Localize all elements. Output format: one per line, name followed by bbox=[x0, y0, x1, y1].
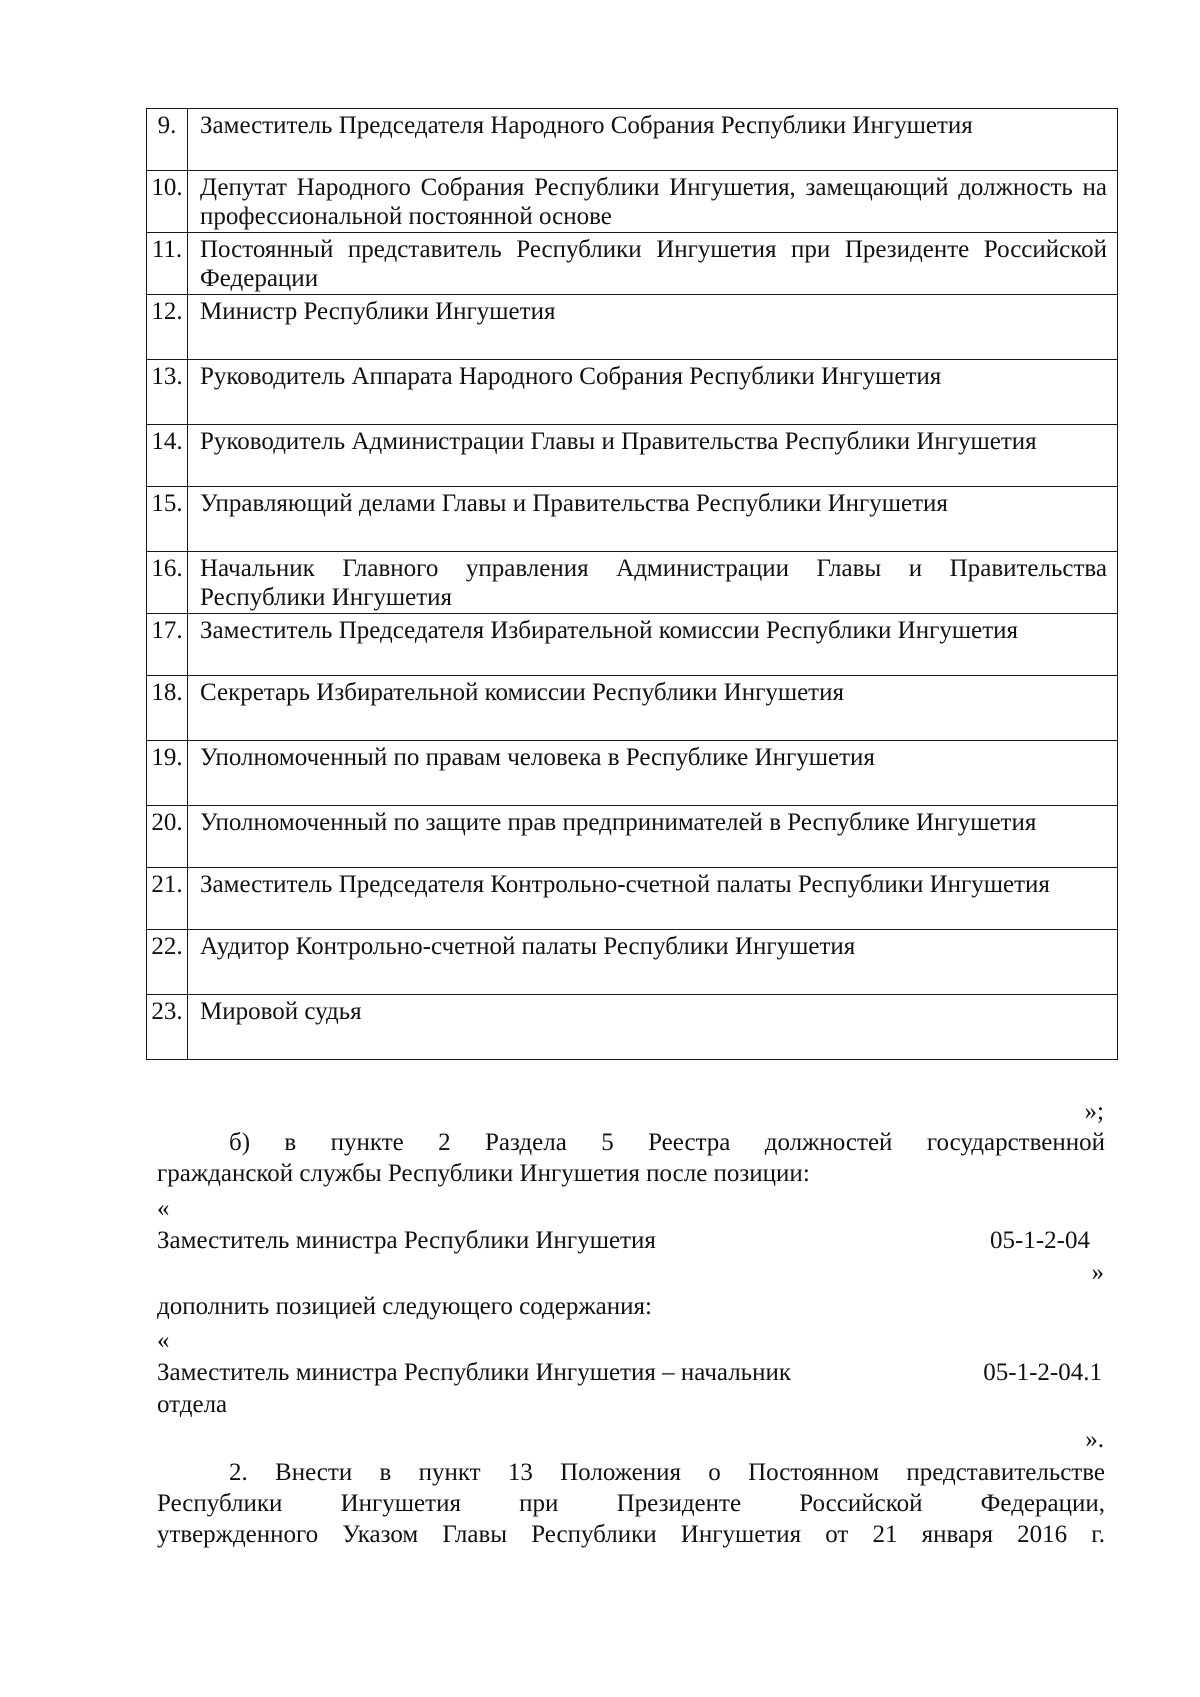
position-name: Секретарь Избирательной комиссии Республики Ингушетия bbox=[188, 676, 1118, 741]
row-number: 17. bbox=[147, 614, 188, 676]
table-row bbox=[147, 295, 1118, 360]
position-title: отдела bbox=[157, 1391, 228, 1418]
table-row bbox=[147, 109, 1118, 171]
row-number: 9. bbox=[147, 109, 188, 171]
position-title: Заместитель министра Республики Ингушетия – начальник bbox=[157, 1359, 791, 1386]
paragraph-b-line: гражданской службы Республики Ингушетия после позиции: bbox=[157, 1160, 810, 1187]
position-name: Заместитель Председателя Избирательной комиссии Республики Ингушетия bbox=[188, 614, 1118, 676]
position-name: Уполномоченный по защите прав предпринимателей в Республике Ингушетия bbox=[188, 806, 1118, 868]
table-row bbox=[147, 868, 1118, 930]
row-number: 14. bbox=[147, 425, 188, 487]
table-row bbox=[147, 171, 1118, 233]
row-number: 23. bbox=[147, 995, 188, 1060]
position-name: Уполномоченный по правам человека в Республике Ингушетия bbox=[188, 741, 1118, 806]
paragraph-2-line: Республики Ингушетия при Президенте Российской Федерации, bbox=[157, 1490, 1105, 1517]
table-row bbox=[147, 614, 1118, 676]
position-title: Заместитель министра Республики Ингушетия bbox=[157, 1227, 656, 1254]
position-code: 05-1-2-04.1 bbox=[983, 1359, 1102, 1386]
table-row bbox=[147, 425, 1118, 487]
paragraph-2-line: 2. Внести в пункт 13 Положения о Постоянном представительстве bbox=[229, 1459, 1105, 1486]
closing-quote: »; bbox=[1084, 1098, 1104, 1125]
position-name: Аудитор Контрольно-счетной палаты Республики Ингушетия bbox=[188, 930, 1118, 995]
opening-quote: « bbox=[157, 1195, 170, 1222]
row-number: 21. bbox=[147, 868, 188, 930]
row-number: 12. bbox=[147, 295, 188, 360]
table-row bbox=[147, 676, 1118, 741]
position-name: Постоянный представитель Республики Ингушетия при Президенте Российской Федерации bbox=[188, 233, 1118, 295]
table-row bbox=[147, 995, 1118, 1060]
closing-quote: » bbox=[1091, 1259, 1104, 1286]
row-number: 15. bbox=[147, 487, 188, 552]
position-name: Руководитель Администрации Главы и Правительства Республики Ингушетия bbox=[188, 425, 1118, 487]
table-row bbox=[147, 360, 1118, 425]
position-name: Депутат Народного Собрания Республики Ингушетия, замещающий должность на профессиональной постоянной основе bbox=[188, 171, 1118, 233]
position-name: Руководитель Аппарата Народного Собрания Республики Ингушетия bbox=[188, 360, 1118, 425]
position-name: Заместитель Председателя Народного Собрания Республики Ингушетия bbox=[188, 109, 1118, 171]
row-number: 22. bbox=[147, 930, 188, 995]
row-number: 11. bbox=[147, 233, 188, 295]
position-name: Мировой судья bbox=[188, 995, 1118, 1060]
position-name: Начальник Главного управления Администрации Главы и Правительства Республики Ингушетия bbox=[188, 552, 1118, 614]
closing-quote: ». bbox=[1085, 1426, 1104, 1453]
row-number: 19. bbox=[147, 741, 188, 806]
table-row bbox=[147, 930, 1118, 995]
row-number: 18. bbox=[147, 676, 188, 741]
row-number: 16. bbox=[147, 552, 188, 614]
position-name: Управляющий делами Главы и Правительства Республики Ингушетия bbox=[188, 487, 1118, 552]
positions-table bbox=[146, 108, 1118, 1060]
opening-quote: « bbox=[157, 1327, 170, 1354]
table-row bbox=[147, 233, 1118, 295]
supplement-text: дополнить позицией следующего содержания: bbox=[157, 1293, 652, 1320]
table-row bbox=[147, 741, 1118, 806]
table-row bbox=[147, 552, 1118, 614]
paragraph-2-line: утвержденного Указом Главы Республики Ингушетия от 21 января 2016 г. bbox=[157, 1521, 1105, 1548]
row-number: 20. bbox=[147, 806, 188, 868]
row-number: 13. bbox=[147, 360, 188, 425]
row-number: 10. bbox=[147, 171, 188, 233]
position-code: 05-1-2-04 bbox=[990, 1227, 1090, 1254]
position-name: Министр Республики Ингушетия bbox=[188, 295, 1118, 360]
table-row bbox=[147, 487, 1118, 552]
paragraph-b-line: б) в пункте 2 Раздела 5 Реестра должностей государственной bbox=[229, 1129, 1105, 1156]
table-row bbox=[147, 806, 1118, 868]
position-name: Заместитель Председателя Контрольно-счетной палаты Республики Ингушетия bbox=[188, 868, 1118, 930]
